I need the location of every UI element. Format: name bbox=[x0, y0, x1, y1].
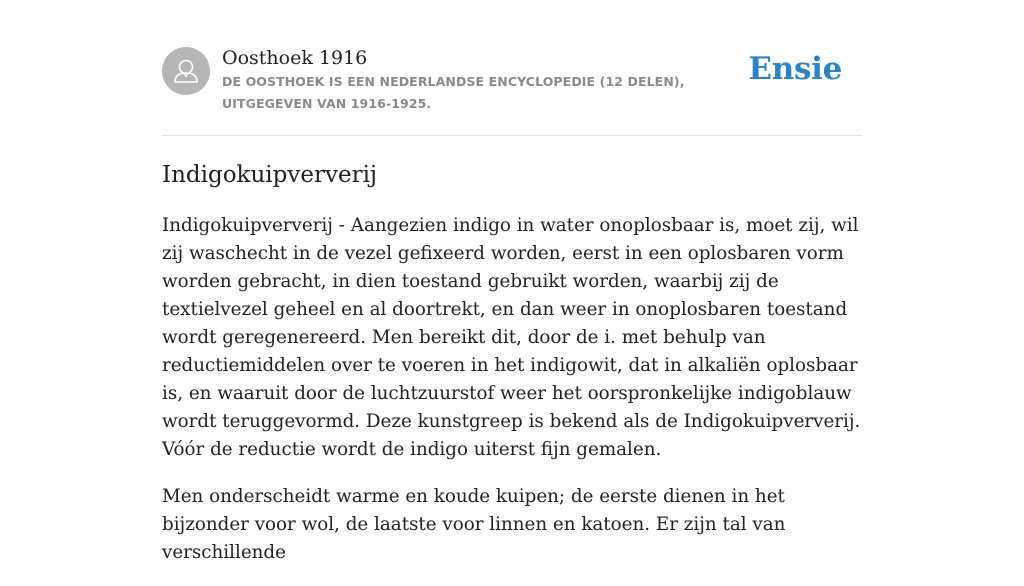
user-icon bbox=[162, 47, 210, 95]
source-description: DE OOSTHOEK IS EEN NEDERLANDSE ENCYCLOPEDIE (12 DELEN), UITGEGEVEN VAN 1916-1925. bbox=[222, 74, 685, 111]
page bbox=[162, 0, 862, 563]
source-title[interactable]: Oosthoek 1916 bbox=[222, 47, 368, 69]
avatar[interactable] bbox=[162, 47, 210, 95]
article-paragraph: Men onderscheidt warme en koude kuipen; de eerste dienen in het bijzonder voor wol, de laatste voor linnen en katoen. Er zijn tal van verschillende bbox=[162, 486, 786, 563]
source-info bbox=[222, 46, 762, 115]
source-header bbox=[162, 0, 862, 136]
ensie-logo[interactable]: Ensie bbox=[748, 51, 842, 87]
article-paragraph: Indigokuipververij - Aangezien indigo in water onoplosbaar is, moet zij, wil zij waschecht in de vezel gefixeerd worden, eerst in een oplosbaren vorm worden gebracht, in dien toestand gebruikt worden, waarbij zij de textielvezel geheel en al doortrekt, en dan weer in onoplosbaren toestand wordt geregenereerd. Men bereikt dit, door de i. met behulp van reductiemiddelen over te voeren in het indigowit, dat in alkaliën oplosbaar is, en waaruit door de luchtzuurstof weer het oorspronkelijke indigoblauw wordt teruggevormd. Deze kunstgreep is bekend als de Indigokuipververij. Vóór de reductie wordt de indigo uiterst fijn gemalen. bbox=[162, 215, 861, 460]
article-title: Indigokuipververij bbox=[162, 162, 378, 188]
article-body bbox=[162, 212, 862, 586]
